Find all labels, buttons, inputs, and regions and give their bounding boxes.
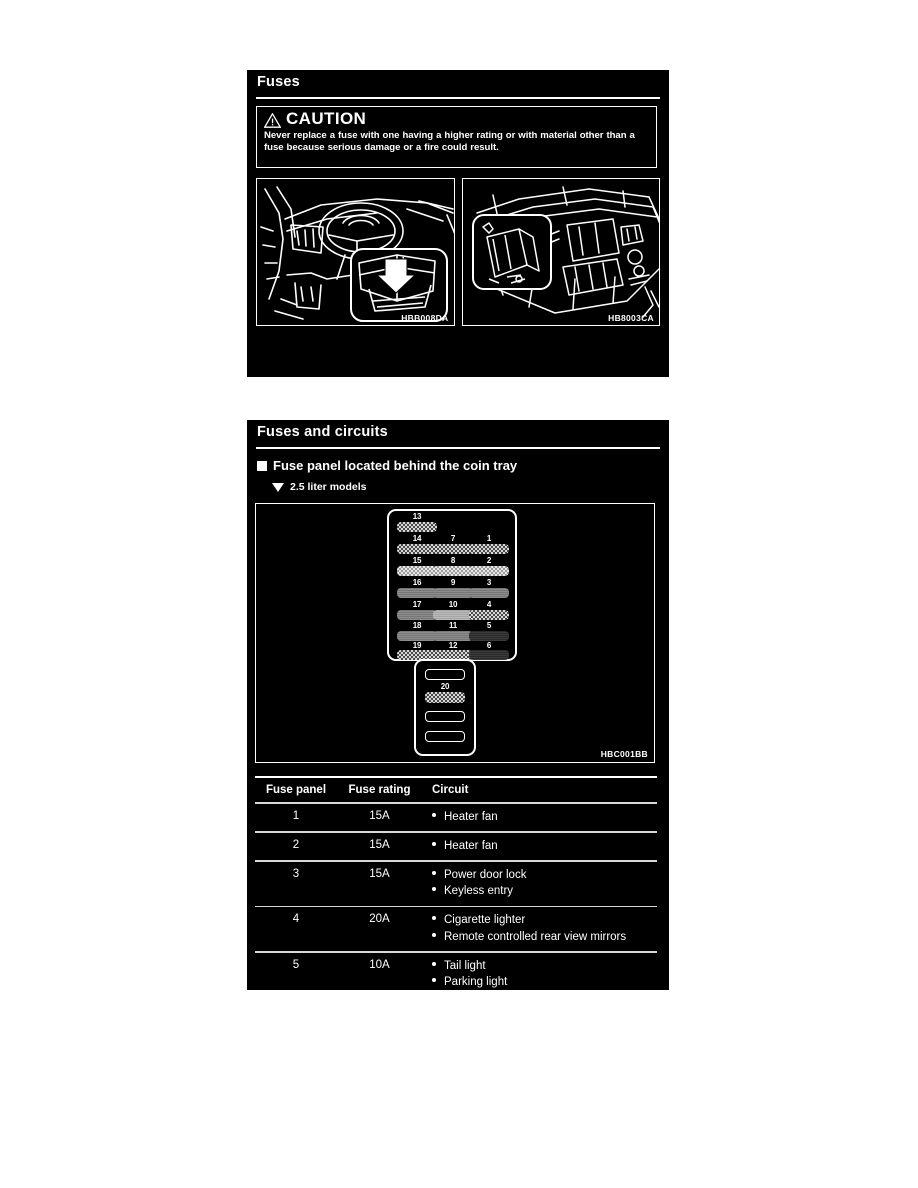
fuse-slot-17[interactable] <box>397 610 437 620</box>
fuse-label-5: 5 <box>486 621 492 630</box>
fuse-label-15: 15 <box>412 556 422 565</box>
square-bullet-icon <box>257 461 267 471</box>
illustration-id: HB8003CA <box>608 313 654 323</box>
bullet-icon <box>432 887 436 891</box>
fuse-slot-10[interactable] <box>433 610 473 620</box>
table-bottom-rule <box>255 997 657 999</box>
cell-fuse-panel: 2 <box>292 838 300 851</box>
circuit-item <box>432 809 657 826</box>
circuit-item <box>432 883 657 900</box>
cell-fuse-panel: 3 <box>292 867 300 880</box>
fuse-label-20: 20 <box>440 682 450 691</box>
fuse-slot-15[interactable] <box>397 566 437 576</box>
cell-fuse-rating: 15A <box>369 867 390 880</box>
fuse-slot-13[interactable] <box>397 522 437 532</box>
cell-fuse-panel: 5 <box>292 958 300 971</box>
fuse-label-17: 17 <box>412 600 422 609</box>
table-row <box>255 862 657 906</box>
cell-fuse-panel: 4 <box>292 913 300 925</box>
fuse-label-10: 10 <box>448 600 458 609</box>
circuit-text: Parking light <box>444 976 508 988</box>
fuses-circuits-table <box>255 776 657 999</box>
caution-label: CAUTION <box>286 109 367 128</box>
fuse-label-11: 11 <box>448 621 458 630</box>
caution-body: Never replace a fuse with one having a higher rating or with material other than a fuse because serious damage or a fire could result. <box>264 130 635 153</box>
cell-circuit <box>422 912 657 945</box>
illustration-row <box>256 178 660 326</box>
circuit-text: Remote controlled rear view mirrors <box>444 930 627 943</box>
warning-triangle-icon <box>264 113 281 128</box>
fuse-slot-lower-3[interactable] <box>425 711 465 722</box>
bullet-icon <box>432 842 436 846</box>
caution-heading <box>264 109 366 129</box>
fuse-slot-8[interactable] <box>433 566 473 576</box>
table-row <box>255 833 657 861</box>
illustration-engine-bay <box>462 178 661 326</box>
column-header-fuse-panel: Fuse panel <box>265 784 327 796</box>
fuse-label-12: 12 <box>448 641 458 650</box>
fuse-label-6: 6 <box>486 641 492 650</box>
fuse-slot-6[interactable] <box>469 650 509 660</box>
fuse-slot-7[interactable] <box>433 544 473 554</box>
title-divider <box>256 97 660 99</box>
fuse-label-18: 18 <box>412 621 422 630</box>
bullet-icon <box>432 871 436 875</box>
fuse-label-2: 2 <box>486 556 492 565</box>
circuit-text: Cigarette lighter <box>444 914 526 926</box>
column-header-fuse-rating: Fuse rating <box>348 784 411 796</box>
cell-fuse-rating: 15A <box>369 809 390 822</box>
fuse-slot-14[interactable] <box>397 544 437 554</box>
diagram-id: HBC001BB <box>600 749 648 759</box>
cell-fuse-rating: 20A <box>369 913 390 925</box>
circuit-text: Tail light <box>444 959 486 972</box>
triangle-down-icon <box>272 483 284 492</box>
fuse-slot-5[interactable] <box>469 631 509 641</box>
fuse-label-19: 19 <box>412 641 422 650</box>
cell-circuit <box>422 958 657 991</box>
fuse-label-7: 7 <box>450 534 456 543</box>
fuse-label-3: 3 <box>486 578 492 587</box>
cell-fuse-panel: 1 <box>292 809 300 822</box>
table-row <box>255 907 657 951</box>
fuses-panel <box>247 70 669 377</box>
circuit-item <box>432 867 657 884</box>
circuit-item <box>432 912 657 929</box>
fuse-label-13: 13 <box>412 512 422 521</box>
fuse-block-upper <box>387 509 517 661</box>
fuse-slot-9[interactable] <box>433 588 473 598</box>
circuit-item <box>432 929 657 946</box>
cell-circuit <box>422 809 657 826</box>
engine-bay-linedrawing <box>463 179 661 325</box>
page-title: Fuses <box>257 74 300 90</box>
subheading-label: Fuse panel located behind the coin tray <box>273 458 518 473</box>
bullet-icon <box>432 962 436 966</box>
fuse-slot-lower-1[interactable] <box>425 669 465 680</box>
table-row <box>255 804 657 832</box>
section-divider <box>256 447 660 449</box>
fuse-slot-16[interactable] <box>397 588 437 598</box>
circuit-text: Heater fan <box>444 810 498 823</box>
section-title: Fuses and circuits <box>257 424 388 440</box>
bullet-icon <box>432 978 436 982</box>
fuse-panel-diagram <box>255 503 655 763</box>
subheading <box>257 458 517 473</box>
circuit-item <box>432 974 657 991</box>
bullet-icon <box>432 813 436 817</box>
model-note <box>272 481 366 493</box>
circuit-text: Heater fan <box>444 839 498 852</box>
circuit-item <box>432 838 657 855</box>
fuse-slot-1[interactable] <box>469 544 509 554</box>
bullet-icon <box>432 916 436 920</box>
fuse-label-14: 14 <box>412 534 422 543</box>
fuse-slot-2[interactable] <box>469 566 509 576</box>
bullet-icon <box>432 933 436 937</box>
fuse-slot-11[interactable] <box>433 631 473 641</box>
fuse-label-1: 1 <box>486 534 492 543</box>
fuse-slot-20[interactable] <box>425 692 465 703</box>
model-note-label: 2.5 liter models <box>290 481 367 493</box>
cell-fuse-rating: 15A <box>369 838 390 851</box>
cell-circuit <box>422 867 657 900</box>
column-header-circuit: Circuit <box>432 784 469 796</box>
illustration-interior-dash <box>256 178 455 326</box>
table-row <box>255 953 657 997</box>
fuse-block-lower <box>414 659 476 756</box>
illustration-id: HBB008DA <box>401 313 449 323</box>
fuse-label-4: 4 <box>486 600 492 609</box>
fuse-label-16: 16 <box>412 578 422 587</box>
caution-box <box>256 106 657 168</box>
cell-circuit <box>422 838 657 855</box>
fuse-slot-3[interactable] <box>469 588 509 598</box>
fuse-slot-4[interactable] <box>469 610 509 620</box>
circuit-text: Power door lock <box>444 868 527 881</box>
fuse-slot-lower-4[interactable] <box>425 731 465 742</box>
fuse-label-8: 8 <box>450 556 456 565</box>
fuse-slot-18[interactable] <box>397 631 437 641</box>
circuit-text: Keyless entry <box>444 885 514 897</box>
cell-fuse-rating: 10A <box>369 958 390 971</box>
circuit-item <box>432 958 657 975</box>
fuses-and-circuits-panel <box>247 420 669 990</box>
fuse-label-9: 9 <box>450 578 456 587</box>
table-header-row <box>255 778 657 802</box>
interior-dash-linedrawing <box>257 179 455 325</box>
